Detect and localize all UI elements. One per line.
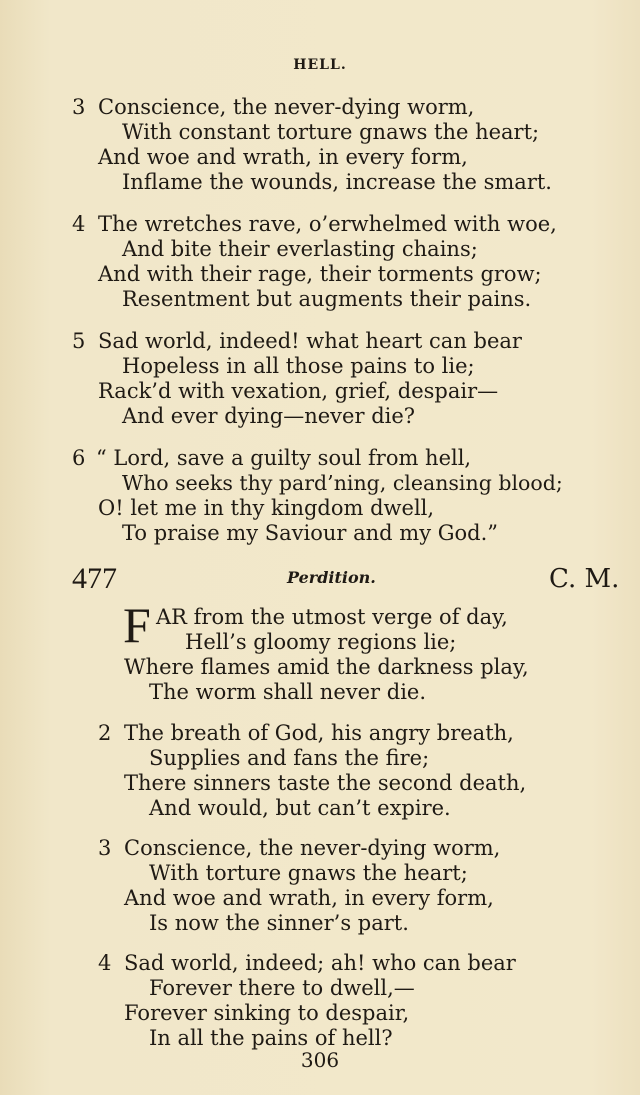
stanza-number: 5 <box>72 329 86 353</box>
hymn-title: Perdition. <box>287 568 376 587</box>
stanza-number: 3 <box>98 836 112 860</box>
verse-line: And woe and wrath, in every form, <box>98 145 468 169</box>
verse-line: Rack’d with vexation, grief, despair— <box>98 379 499 403</box>
verse-line: With torture gnaws the heart; <box>149 861 468 885</box>
verse-line: The breath of God, his angry breath, <box>124 721 514 745</box>
verse-line: O! let me in thy kingdom dwell, <box>98 496 435 520</box>
stanza-number: 3 <box>72 95 86 119</box>
verse-line: To praise my Saviour and my God.” <box>122 521 499 545</box>
verse-line: There sinners taste the second death, <box>124 771 527 795</box>
verse-line: And bite their everlasting chains; <box>122 237 478 261</box>
verse-line: Hell’s gloomy regions lie; <box>185 630 457 654</box>
stanza-number: 4 <box>72 212 86 236</box>
verse-line: And would, but can’t expire. <box>149 796 451 820</box>
verse-line: The worm shall never die. <box>149 680 427 704</box>
verse-line: Who seeks thy pard’ning, cleansing blood; <box>122 471 563 495</box>
verse-line: And woe and wrath, in every form, <box>124 886 494 910</box>
verse-line: “ Lord, save a guilty soul from hell, <box>96 446 472 470</box>
verse-line: AR from the utmost verge of day, <box>156 605 508 629</box>
running-header: HELL. <box>293 57 347 73</box>
verse-line: The wretches rave, o’erwhelmed with woe, <box>98 212 557 236</box>
verse-line: Supplies and fans the fire; <box>149 746 430 770</box>
stanza-number: 4 <box>98 951 112 975</box>
verse-line: Where flames amid the darkness play, <box>124 655 529 679</box>
verse-line: Conscience, the never-dying worm, <box>124 836 501 860</box>
stanza-number: 2 <box>98 721 112 745</box>
verse-line: Conscience, the never-dying worm, <box>98 95 475 119</box>
verse-line: Sad world, indeed; ah! who can bear <box>124 951 516 975</box>
page-number: 306 <box>300 1048 340 1072</box>
verse-line: In all the pains of hell? <box>149 1026 393 1050</box>
verse-line: Forever there to dwell,— <box>149 976 415 1000</box>
hymn-number: 477 <box>72 562 117 595</box>
verse-line: Is now the sinner’s part. <box>149 911 409 935</box>
verse-line: Forever sinking to despair, <box>124 1001 410 1025</box>
verse-line: Hopeless in all those pains to lie; <box>122 354 475 378</box>
verse-line: And with their rage, their torments grow; <box>98 262 542 286</box>
verse-line: With constant torture gnaws the heart; <box>122 120 540 144</box>
verse-line: And ever dying—never die? <box>122 404 416 428</box>
verse-line: Sad world, indeed! what heart can bear <box>98 329 522 353</box>
drop-cap: F <box>123 597 151 653</box>
hymn-meter: C. M. <box>549 564 620 594</box>
verse-line: Resentment but augments their pains. <box>122 287 532 311</box>
verse-line: Inflame the wounds, increase the smart. <box>122 170 552 194</box>
stanza-number: 6 <box>72 446 86 470</box>
